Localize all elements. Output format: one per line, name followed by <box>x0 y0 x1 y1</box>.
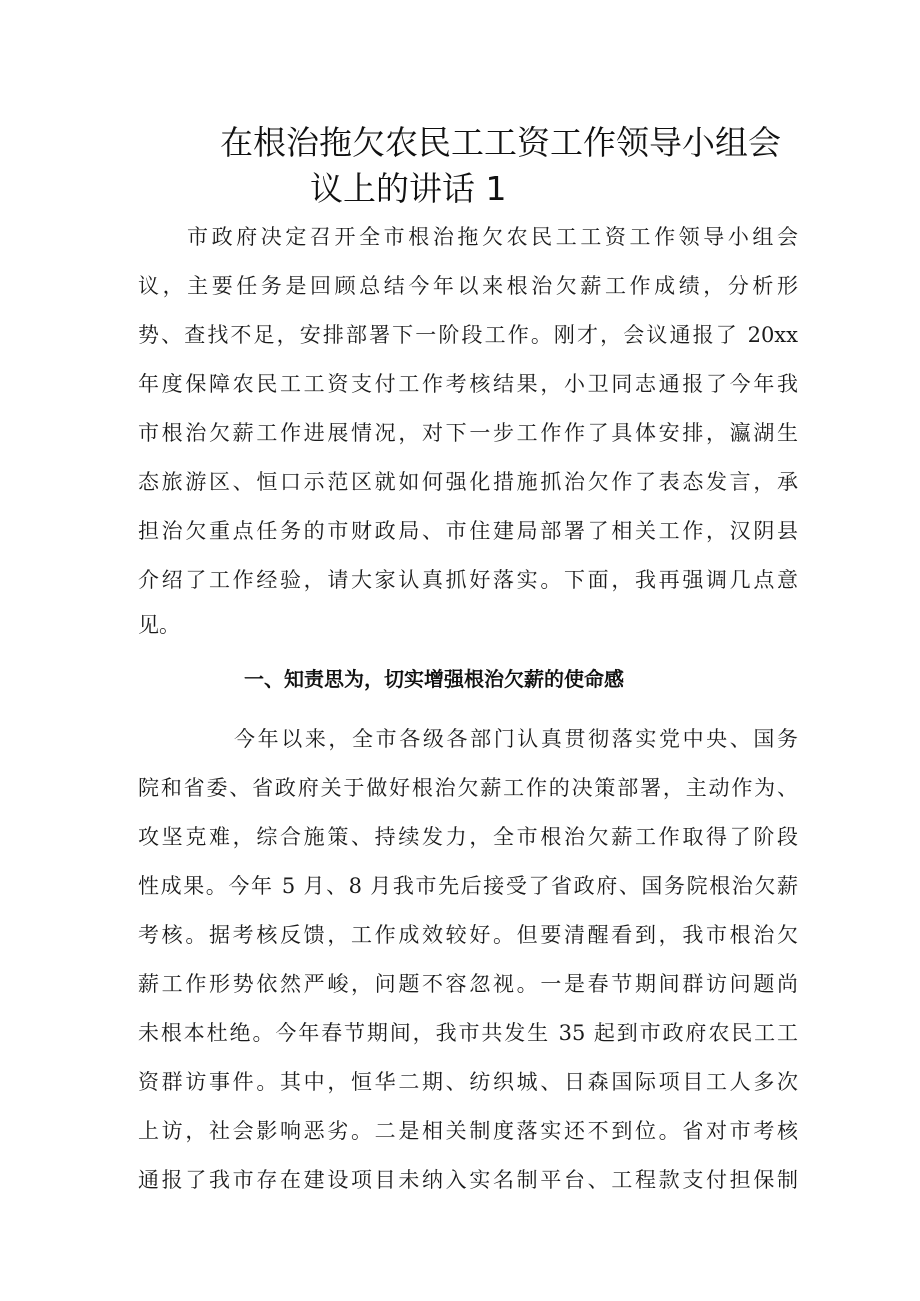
intro-line: 态旅游区、恒口示范区就如何强化措施抓治欠作了表态发言，承 <box>138 470 798 494</box>
document-title-line-2: 议上的讲话 1 <box>310 169 507 208</box>
section-line: 攻坚克难，综合施策、持续发力，全市根治欠薪工作取得了阶段 <box>138 825 798 849</box>
intro-line: 市根治欠薪工作进展情况，对下一步工作作了具体安排，瀛湖生 <box>138 421 798 445</box>
intro-line: 市政府决定召开全市根治拖欠农民工工资工作领导小组会 <box>187 225 798 249</box>
section-line: 上访，社会影响恶劣。二是相关制度落实还不到位。省对市考核 <box>138 1119 798 1143</box>
section-line: 今年以来，全市各级各部门认真贯彻落实党中央、国务 <box>234 727 798 751</box>
intro-line: 势、查找不足，安排部署下一阶段工作。刚才，会议通报了 20xx <box>138 323 798 347</box>
section-line: 资群访事件。其中，恒华二期、纺织城、日森国际项目工人多次 <box>138 1070 798 1094</box>
document-title-line-1: 在根治拖欠农民工工资工作领导小组会 <box>220 123 781 162</box>
section-line: 院和省委、省政府关于做好根治欠薪工作的决策部署，主动作为、 <box>138 776 798 800</box>
section-line: 考核。据考核反馈，工作成效较好。但要清醒看到，我市根治欠 <box>138 923 798 947</box>
section-heading: 一、知责思为，切实增强根治欠薪的使命感 <box>244 667 624 691</box>
intro-line: 介绍了工作经验，请大家认真抓好落实。下面，我再强调几点意 <box>138 568 798 592</box>
section-line: 未根本杜绝。今年春节期间，我市共发生 35 起到市政府农民工工 <box>138 1021 798 1045</box>
intro-line: 见。 <box>138 613 180 637</box>
intro-line: 担治欠重点任务的市财政局、市住建局部署了相关工作，汉阴县 <box>138 519 798 543</box>
section-line: 通报了我市存在建设项目未纳入实名制平台、工程款支付担保制 <box>138 1168 798 1192</box>
intro-line: 年度保障农民工工资支付工作考核结果，小卫同志通报了今年我 <box>138 372 798 396</box>
section-line: 性成果。今年 5 月、8 月我市先后接受了省政府、国务院根治欠薪 <box>138 874 798 898</box>
section-line: 薪工作形势依然严峻，问题不容忽视。一是春节期间群访问题尚 <box>138 972 798 996</box>
intro-line: 议，主要任务是回顾总结今年以来根治欠薪工作成绩，分析形 <box>138 274 798 298</box>
